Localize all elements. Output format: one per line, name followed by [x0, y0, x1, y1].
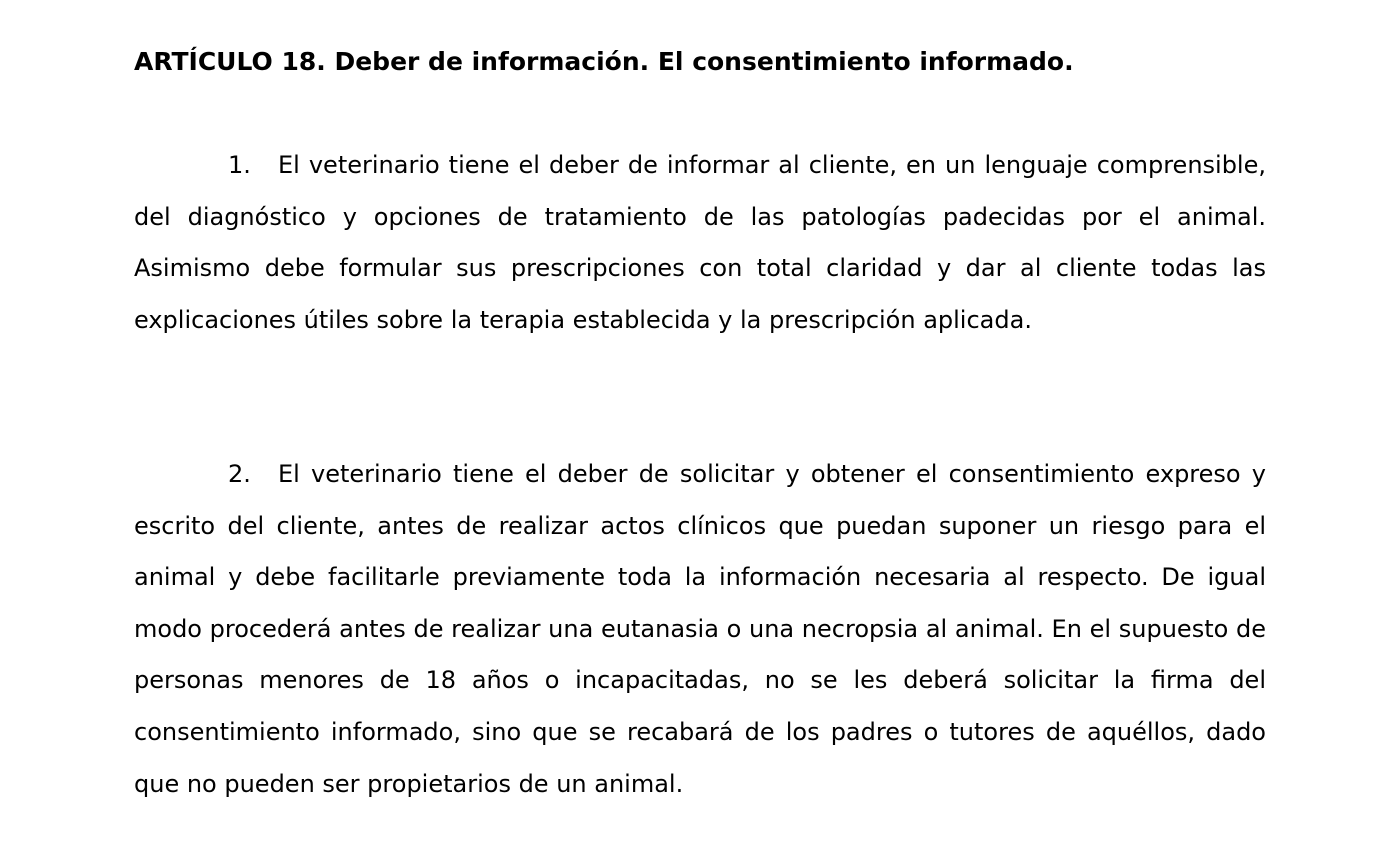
article-title: ARTÍCULO 18. Deber de información. El consentimiento informado. — [134, 47, 1074, 76]
article-paragraph-1 — [134, 140, 1266, 346]
paragraph-text-1: El veterinario tiene el deber de informar al cliente, en un lenguaje comprensible, del diagnóstico y opciones de tratamiento de las patologías padecidas por el animal. Asimismo debe formular sus prescripciones con total claridad y dar al cliente todas las explicaciones útiles sobre la terapia establecida y la prescripción aplicada. — [134, 151, 1266, 334]
paragraph-number-2: 2. — [228, 460, 251, 488]
paragraph-number-1: 1. — [228, 151, 251, 179]
article-paragraph-2 — [134, 449, 1266, 810]
paragraph-text-2: El veterinario tiene el deber de solicitar y obtener el consentimiento expreso y escrito del cliente, antes de realizar actos clínicos que puedan suponer un riesgo para el animal y debe facilitarle previamente toda la información necesaria al respecto. De igual modo procederá antes de realizar una eutanasia o una necropsia al animal. En el supuesto de personas menores de 18 años o incapacitadas, no se les deberá solicitar la firma del consentimiento informado, sino que se recabará de los padres o tutores de aquéllos, dado que no pueden ser propietarios de un animal. — [134, 460, 1266, 798]
